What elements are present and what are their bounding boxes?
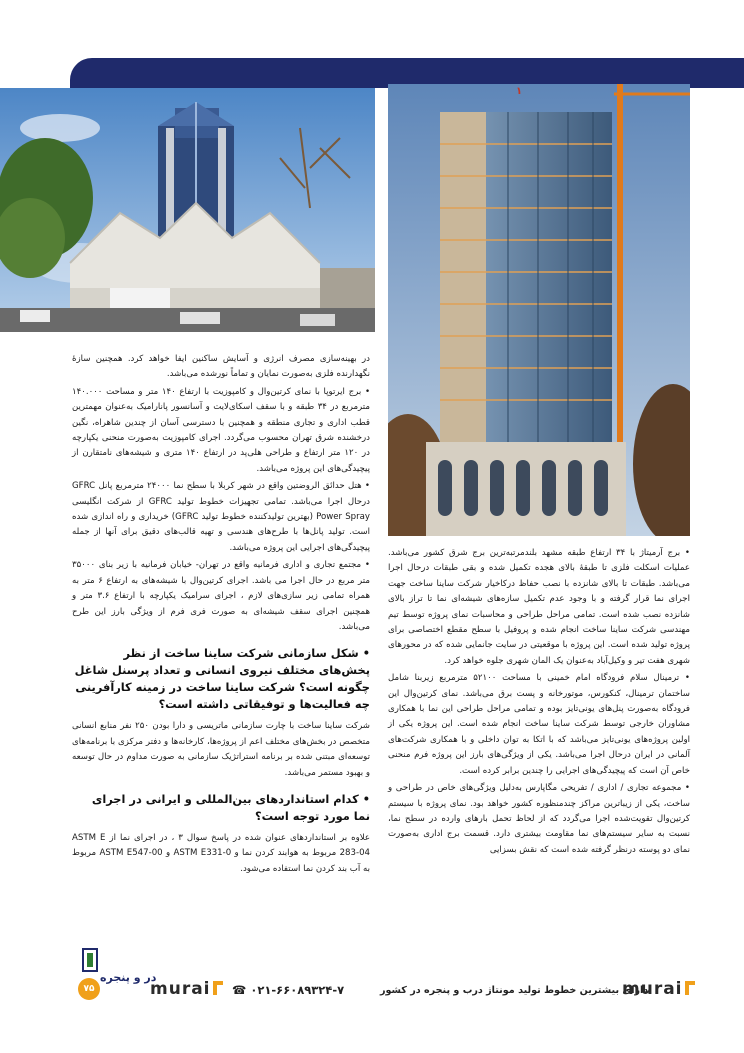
magazine-name: در و پنجره: [100, 971, 157, 984]
paragraph-farmanieh: • مجتمع تجاری و اداری فرمانیه واقع در تهران- خیابان فرمانیه با زیر بنای ۳۵۰۰۰ متر مربع در حال اجرا می باشد. اجرای کرتین‌وال با شیشه‌های به ارتفاع ۶ متر به همراه تمامی زیر سازی‌های لازم ، اجرای سرامیک یکپارچه با ارتفاع ۳.۶ متر و همچنین اجرای سقف شیشه‌ای به صورت فری فرم از ویژگی بارز این طرح می‌باشد.: [72, 560, 370, 632]
paragraph-intro: در بهینه‌سازی مصرف انرژی و آسایش ساکنین ایفا خواهد کرد. همچنین سازهٔ نگهدارنده فلزی به‌صورت نمایان و تماماً نورشده می‌باشد.: [72, 354, 370, 380]
answer-organization: شرکت ساینا ساخت با چارت سازمانی ماتریسی و دارا بودن ۲۵۰ نفر منابع انسانی متخصص در بخش‌های مختلف اعم از پروژه‌ها، کارخانه‌ها و دفتر مرکزی با برنامه‌های توسعه‌ای مبتنی شده بر برنامه استراتژیک سازمانی به صورت مداوم در حال توسعه و بهبود مستمر می‌باشد.: [72, 721, 371, 778]
left-column: [72, 352, 370, 879]
footer: [0, 955, 744, 1015]
iratoupa-tower-photo: [0, 88, 375, 332]
armitage-tower-photo: [388, 84, 690, 536]
photo-number: ۱: [516, 86, 523, 97]
phone-icon: ☎: [232, 983, 247, 997]
page-number: ۷۵: [78, 978, 100, 1000]
paragraph-hotel-karbala: • هتل حدائق الروضتین واقع در شهر کربلا با سطح نما ۲۴۰۰۰ مترمربع پانل GFRC درحال اجرا می‌باشد. تمامی تجهیزات خطوط تولید GFRC از شرکت انگلیسی Power Spray (بهترین تولیدکننده خطوط تولید GFRC) خریداری و راه اندازی شده است. تولید پانل‌ها با طرح‌های هندسی و تهیه قالب‌های دقیق برای آنها از جمله پیچیدگی‌های اجرایی این پروژه می‌باشد.: [72, 481, 371, 553]
paragraph-megapars: • مجموعه تجاری / اداری / تفریحی مگاپارس به‌دلیل ویژگی‌های خاص در طراحی و ساخت، یکی از زیباترین مراکز چندمنظوره کشور خواهد بود. نمای پروژه با سیستم کرتین‌وال تقویت‌شده اجرا می‌گردد که از لحاظ تحمل بارهای وارده در سطح نما، نسبت به سایر سیستم‌های نما مقاومت بیشتری دارد. قسمت برج اداری به‌صورت نمای دو پوسته درنظر گرفته شده است که نقش بسزایی: [388, 783, 690, 855]
right-column: [388, 546, 690, 860]
murai-logo-left: murai: [150, 979, 223, 999]
murai-logo-right: murai: [622, 979, 695, 999]
magazine-icon: [82, 948, 98, 972]
footer-tagline: دارای بیشترین خطوط تولید مونتاژ درب و پنجره در کشور: [380, 985, 649, 996]
question-organization: • شکل سازمانی شرکت ساینا ساخت از نظر پخش‌های مختلف نیروی انسانی و تعداد پرسنل شاغل چگونه است؟ شرکت ساینا ساخت در زمینه کارآفرینی چه فعالیت‌ها و توفیقاتی داشته است؟: [74, 646, 370, 712]
logo-mark-icon: [685, 981, 695, 995]
paragraph-iratoupa: • برج ایرتوپا با نمای کرتین‌وال و کامپوزیت با ارتفاع ۱۴۰ متر و مساحت ۱۴۰.۰۰۰ مترمربع در ۳۴ طبقه و با سقف اسکای‌لایت و آسانسور پانارامیک به‌عنوان مهمترین قطب اداری و تجاری منطقه و همچنین با دسترسی آسان از چندین شاهراه، نگین درخشنده شرق تهران محسوب می‌گردد. اجرای کامپوزیت به‌صورت منحنی یکپارچه در ۱۲۰ متر ارتفاع و طراحی هلی‌پد در ارتفاع ۱۴۰ متری و شیشه‌های نامتقارن از پیچیدگی‌های این پروژه می‌باشد.: [72, 386, 371, 474]
logo-mark-icon: [213, 981, 223, 995]
phone-number: ☎ ۰۲۱-۶۶۰۸۹۳۲۴-۷: [232, 983, 345, 997]
question-standards: • کدام استانداردهای بین‌المللی و ایرانی در اجرای نما مورد توجه است؟: [91, 791, 370, 823]
answer-standards: علاوه بر استانداردهای عنوان شده در پاسخ سوال ۳ ، در اجرای نما از ASTM E 283-04 مربوط به هوابند کردن نما و ASTM E331-0 و ASTM E547-00 مربوط به آب بند کردن نما استفاده می‌شود.: [72, 832, 371, 874]
paragraph-salam-terminal: • ترمینال سلام فرودگاه امام خمینی با مساحت ۵۲۱۰۰ مترمربع زیربنا شامل ساختمان ترمینال، کنکورس، موتورخانه و پست برق می‌باشد. نمای کرتین‌وال این فرودگاه به‌صورت پنل‌های یونی‌تایز بوده و تمامی مراحل طراحی این نما با همکاری مشاوران خارجی توسط شرکت ساینا ساخت انجام شده است. این پروژه یکی از اولین پروژه‌های یونی‌تایز می‌باشد که با اتکا به توان داخلی و با همکاری شرکت‌های آلمانی در ایران درحال اجرا می‌باشد. یکی از ویژگی‌های بارز این پروژه فرم منحنی خاص آن است که پیچیدگی‌های اجرایی را چندین برابر کرده است.: [388, 673, 691, 776]
paragraph-armitage: • برج آرمیتاژ با ۳۴ ارتفاع طبقه مشهد بلندمرتبه‌ترین برج شرق کشور می‌باشد. عملیات اسکلت فلزی تا طبقهٔ بالای هجده تکمیل شده و بقی طبقات درحال اجرا می‌باشد. طبقات تا بالای شانزده با نصب حفاظ درکاخیار شرکت ساینا ساخت جهت اجرای نما قرار گرفته و با وجود عدم تکمیل سازه‌های شیشه‌ای نما تا تراز بالای شانزده نصب شده است. تمامی مراحل طراحی و محاسبات نمای پروژه توسط تیم مهندسی شرکت ساینا ساخت انجام شده و پروفیل با سطح مقطع اختصاصی برای پروژه تولید شده است. این پروژه با موقعیتی در سایت جانمایی شده که در محورهای شهری هفت تیر و وکیل‌آباد به‌عنوان یک المان شهری جلوه خواهد کرد.: [388, 548, 690, 666]
